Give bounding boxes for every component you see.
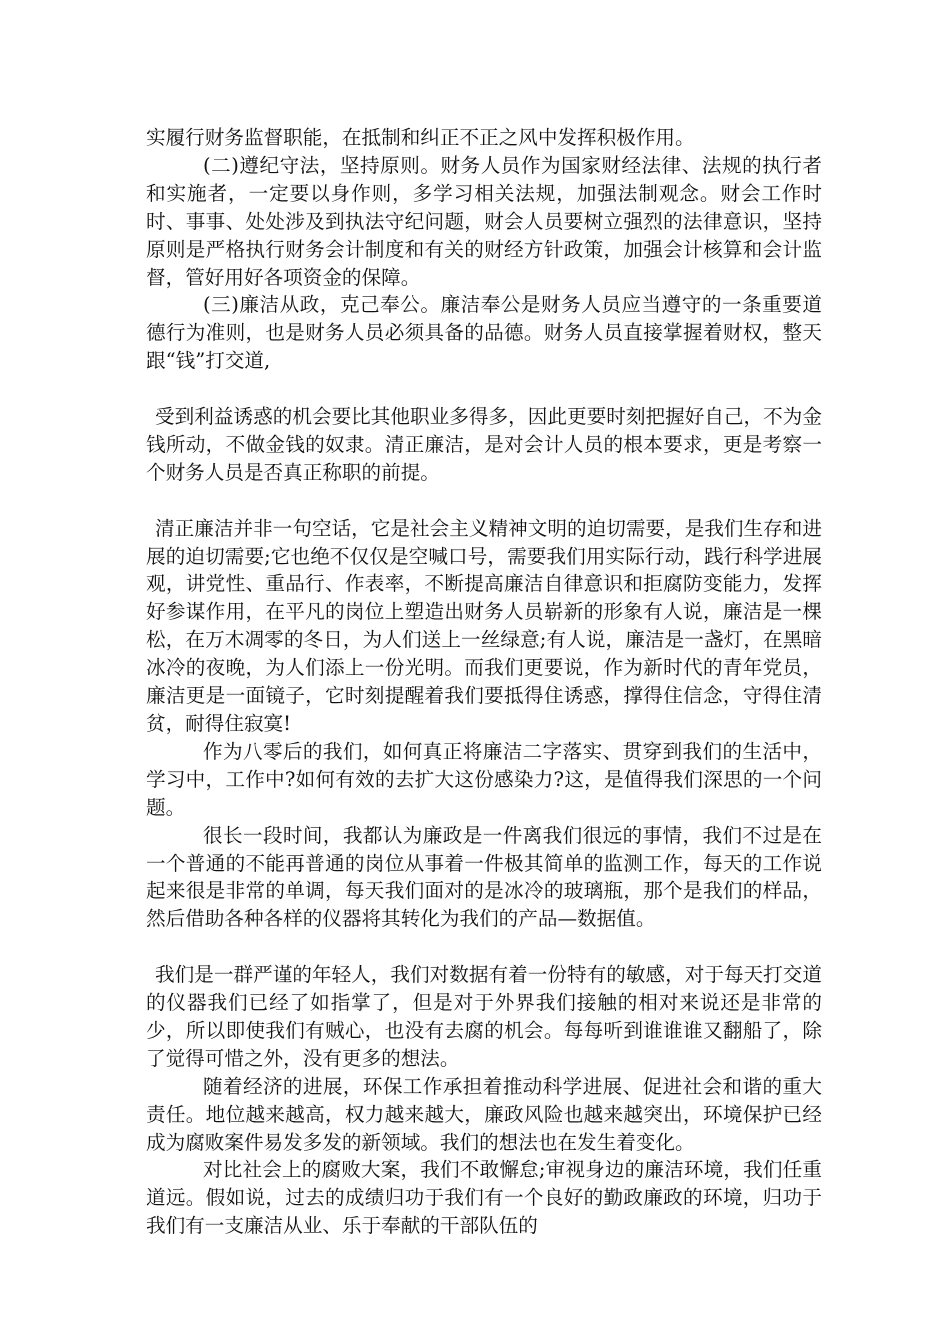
paragraph-9: 随着经济的进展，环保工作承担着推动科学进展、促进社会和谐的重大责任。地位越来越高，权力越来越大，廉政风险也越来越突出，环境保护已经成为腐败案件易发多发的新领域。我们的想法也在发生着变化。	[146, 1074, 822, 1154]
paragraph-7: 很长一段时间，我都认为廉政是一件离我们很远的事情，我们不过是在一个普通的不能再普通的岗位从事着一件极其简单的监测工作，每天的工作说起来很是非常的单调，每天我们面对的是冰冷的玻璃瓶，那个是我们的样品，然后借助各种各样的仪器将其转化为我们的产品—数据值。	[146, 823, 822, 931]
paragraph-10: 对比社会上的腐败大案，我们不敢懈怠;审视身边的廉洁环境，我们任重道远。假如说，过去的成绩归功于我们有一个良好的勤政廉政的环境，归功于我们有一支廉洁从业、乐于奉献的干部队伍的	[146, 1158, 822, 1238]
paragraph-3: (三)廉洁从政，克己奉公。廉洁奉公是财务人员应当遵守的一条重要道德行为准则，也是财务人员必须具备的品德。财务人员直接掌握着财权，整天跟“钱”打交道,	[146, 293, 822, 373]
paragraph-5: 清正廉洁并非一句空话，它是社会主义精神文明的迫切需要，是我们生存和进展的迫切需要;它也绝不仅仅是空喊口号，需要我们用实际行动，践行科学进展观，讲党性、重品行、作表率，不断提高廉洁自律意识和拒腐防变能力，发挥好参谋作用，在平凡的岗位上塑造出财务人员崭新的形象有人说，廉洁是一棵松，在万木凋零的冬日，为人们送上一丝绿意;有人说，廉洁是一盏灯，在黑暗冰冷的夜晚，为人们添上一份光明。而我们更要说，作为新时代的青年党员，廉洁更是一面镜子，它时刻提醒着我们要抵得住诱惑，撑得住信念，守得住清贫，耐得住寂寞!	[146, 516, 822, 735]
paragraph-6: 作为八零后的我们，如何真正将廉洁二字落实、贯穿到我们的生活中，学习中，工作中?如何有效的去扩大这份感染力?这，是值得我们深思的一个问题。	[146, 739, 822, 819]
paragraph-1: 实履行财务监督职能，在抵制和纠正不正之风中发挥积极作用。	[146, 126, 695, 149]
paragraph-4: 受到利益诱惑的机会要比其他职业多得多，因此更要时刻把握好自己，不为金钱所动，不做金钱的奴隶。清正廉洁，是对会计人员的根本要求，更是考察一个财务人员是否真正称职的前提。	[146, 405, 822, 484]
document-page	[146, 124, 822, 1240]
paragraph-8: 我们是一群严谨的年轻人，我们对数据有着一份特有的敏感，对于每天打交道的仪器我们已经了如指掌了，但是对于外界我们接触的相对来说还是非常的少，所以即使我们有贼心，也没有去腐的机会。每每听到谁谁谁又翻船了，除了觉得可惜之外，没有更多的想法。	[146, 963, 822, 1070]
paragraph-2: (二)遵纪守法，坚持原则。财务人员作为国家财经法律、法规的执行者和实施者，一定要以身作则，多学习相关法规，加强法制观念。财会工作时时、事事、处处涉及到执法守纪问题，财会人员要树立强烈的法律意识，坚持原则是严格执行财务会计制度和有关的财经方针政策，加强会计核算和会计监督，管好用好各项资金的保障。	[146, 153, 822, 289]
